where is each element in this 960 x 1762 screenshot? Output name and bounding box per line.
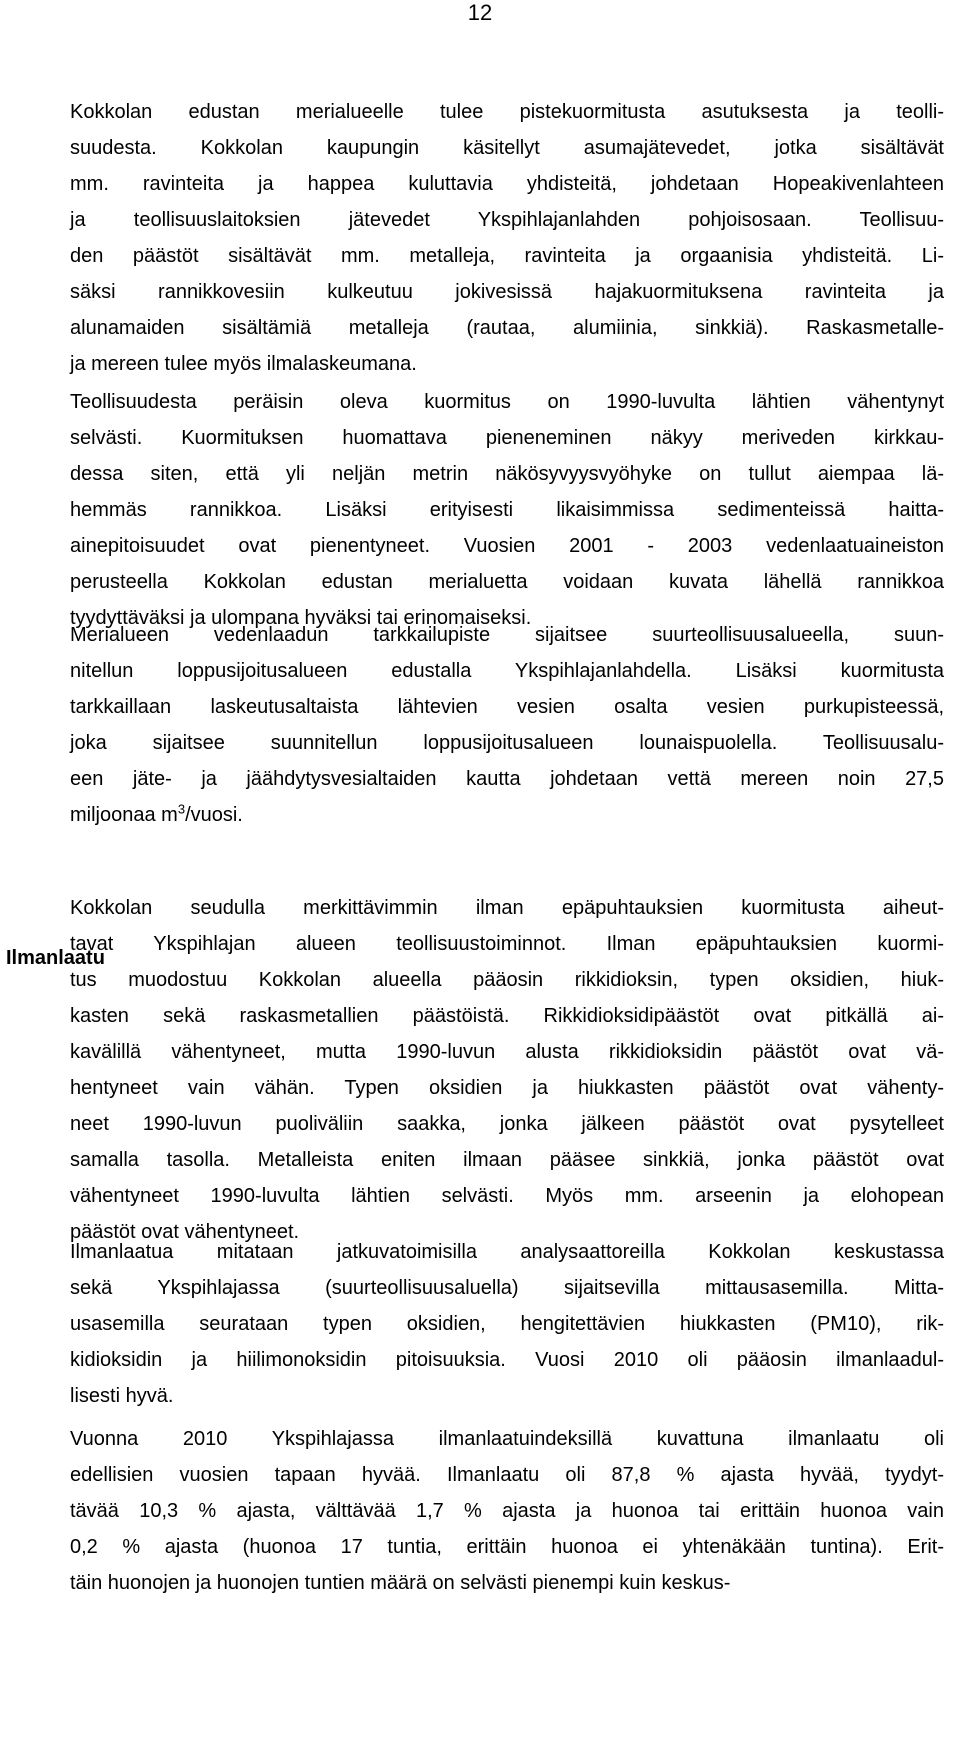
text-line: Merialueen vedenlaadun tarkkailupiste sijaitsee suurteollisuusalueella, suun- xyxy=(70,624,944,646)
text-line: tavat Ykspihlajan alueen teollisuustoiminnot. Ilman epäpuhtauksien kuormi- xyxy=(70,933,944,955)
text-line: Vuonna 2010 Ykspihlajassa ilmanlaatuindeksillä kuvattuna ilmanlaatu oli xyxy=(70,1428,944,1450)
text-line: edellisien vuosien tapaan hyvää. Ilmanlaatu oli 87,8 % ajasta hyvää, tyydyt- xyxy=(70,1464,944,1486)
text-line: een jäte- ja jäähdytysvesialtaiden kautta johdetaan vettä mereen noin 27,5 xyxy=(70,768,944,790)
text-line: kavälillä vähentyneet, mutta 1990-luvun alusta rikkidioksidin päästöt ovat vä- xyxy=(70,1041,944,1063)
text-line: ainepitoisuudet ovat pienentyneet. Vuosien 2001 - 2003 vedenlaatuaineiston xyxy=(70,535,944,557)
text-line: usasemilla seurataan typen oksidien, hengitettävien hiukkasten (PM10), rik- xyxy=(70,1313,944,1335)
text-line: samalla tasolla. Metalleista eniten ilmaan pääsee sinkkiä, jonka päästöt ovat xyxy=(70,1149,944,1171)
text-line: kasten sekä raskasmetallien päästöistä. Rikkidioksidipäästöt ovat pitkällä ai- xyxy=(70,1005,944,1027)
text-line: tus muodostuu Kokkolan alueella pääosin rikkidioksin, typen oksidien, hiuk- xyxy=(70,969,944,991)
text-fragment: /vuosi. xyxy=(185,804,243,826)
text-line: tyydyttäväksi ja ulompana hyväksi tai erinomaiseksi. xyxy=(70,607,532,629)
text-line: täin huonojen ja huonojen tuntien määrä on selvästi pienempi kuin keskus- xyxy=(70,1572,731,1594)
text-line: Teollisuudesta peräisin oleva kuormitus on 1990-luvulta lähtien vähentynyt xyxy=(70,391,944,413)
text-fragment: miljoonaa m xyxy=(70,804,178,826)
paragraph-tarkkailupiste xyxy=(70,617,944,833)
text-line: vähentyneet 1990-luvulta lähtien selvästi. Myös mm. arseenin ja elohopean xyxy=(70,1185,944,1207)
text-line: dessa siten, että yli neljän metrin näkösyvyysvyöhyke on tullut aiempaa lä- xyxy=(70,463,944,485)
text-line: neet 1990-luvun puoliväliin saakka, jonka jälkeen päästöt ovat pysytelleet xyxy=(70,1113,944,1135)
paragraph-teollisuus-kuormitus xyxy=(70,384,944,636)
paragraph-ilman-epapuhtaudet xyxy=(70,890,944,1250)
text-line: perusteella Kokkolan edustan merialuetta voidaan kuvata lähellä rannikkoa xyxy=(70,571,944,593)
text-line: selvästi. Kuormituksen huomattava pieneneminen näkyy meriveden kirkkau- xyxy=(70,427,944,449)
text-line: mm. ravinteita ja happea kuluttavia yhdisteitä, johdetaan Hopeakivenlahteen xyxy=(70,173,944,195)
text-line: Ilmanlaatua mitataan jatkuvatoimisilla analysaattoreilla Kokkolan keskustassa xyxy=(70,1241,944,1263)
text-line-with-superscript xyxy=(70,797,944,833)
section-heading-ilmanlaatu: Ilmanlaatu xyxy=(6,947,105,969)
text-line: den päästöt sisältävät mm. metalleja, ravinteita ja orgaanisia yhdisteitä. Li- xyxy=(70,245,944,267)
page-number: 12 xyxy=(467,0,493,25)
text-line: hentyneet vain vähän. Typen oksidien ja hiukkasten päästöt ovat vähenty- xyxy=(70,1077,944,1099)
text-line: Kokkolan seudulla merkittävimmin ilman epäpuhtauksien kuormitusta aiheut- xyxy=(70,897,944,919)
paragraph-ilmanlaatu-mittaus xyxy=(70,1234,944,1414)
text-line: alunamaiden sisältämiä metalleja (rautaa, alumiinia, sinkkiä). Raskasmetalle- xyxy=(70,317,944,339)
text-line: sekä Ykspihlajassa (suurteollisuusaluella) sijaitsevilla mittausasemilla. Mitta- xyxy=(70,1277,944,1299)
text-line: säksi rannikkovesiin kulkeutuu jokivesissä hajakuormituksena ravinteita ja xyxy=(70,281,944,303)
text-line: hemmäs rannikkoa. Lisäksi erityisesti likaisimmissa sedimenteissä haitta- xyxy=(70,499,944,521)
text-line: ja teollisuuslaitoksien jätevedet Ykspihlajanlahden pohjoisosaan. Teollisuu- xyxy=(70,209,944,231)
paragraph-merialue-kuormitus xyxy=(70,94,944,382)
text-line: Kokkolan edustan merialueelle tulee pistekuormitusta asutuksesta ja teolli- xyxy=(70,101,944,123)
text-line: tarkkaillaan laskeutusaltaista lähtevien vesien osalta vesien purkupisteessä, xyxy=(70,696,944,718)
text-line: 0,2 % ajasta (huonoa 17 tuntia, erittäin huonoa ei yhtenäkään tuntina). Erit- xyxy=(70,1536,944,1558)
text-line: päästöt ovat vähentyneet. xyxy=(70,1221,300,1243)
text-line: joka sijaitsee suunnitellun loppusijoitusalueen lounaispuolella. Teollisuusalu- xyxy=(70,732,944,754)
text-line: tävää 10,3 % ajasta, välttävää 1,7 % ajasta ja huonoa tai erittäin huonoa vain xyxy=(70,1500,944,1522)
paragraph-ilmanlaatuindeksi xyxy=(70,1421,944,1601)
text-line: ja mereen tulee myös ilmalaskeumana. xyxy=(70,353,417,375)
text-line: lisesti hyvä. xyxy=(70,1385,174,1407)
text-line: suudesta. Kokkolan kaupungin käsitellyt asumajätevedet, jotka sisältävät xyxy=(70,137,944,159)
text-line: nitellun loppusijoitusalueen edustalla Ykspihlajanlahdella. Lisäksi kuormitusta xyxy=(70,660,944,682)
superscript-exponent: 3 xyxy=(177,801,186,817)
text-line: kidioksidin ja hiilimonoksidin pitoisuuksia. Vuosi 2010 oli pääosin ilmanlaadul- xyxy=(70,1349,944,1371)
